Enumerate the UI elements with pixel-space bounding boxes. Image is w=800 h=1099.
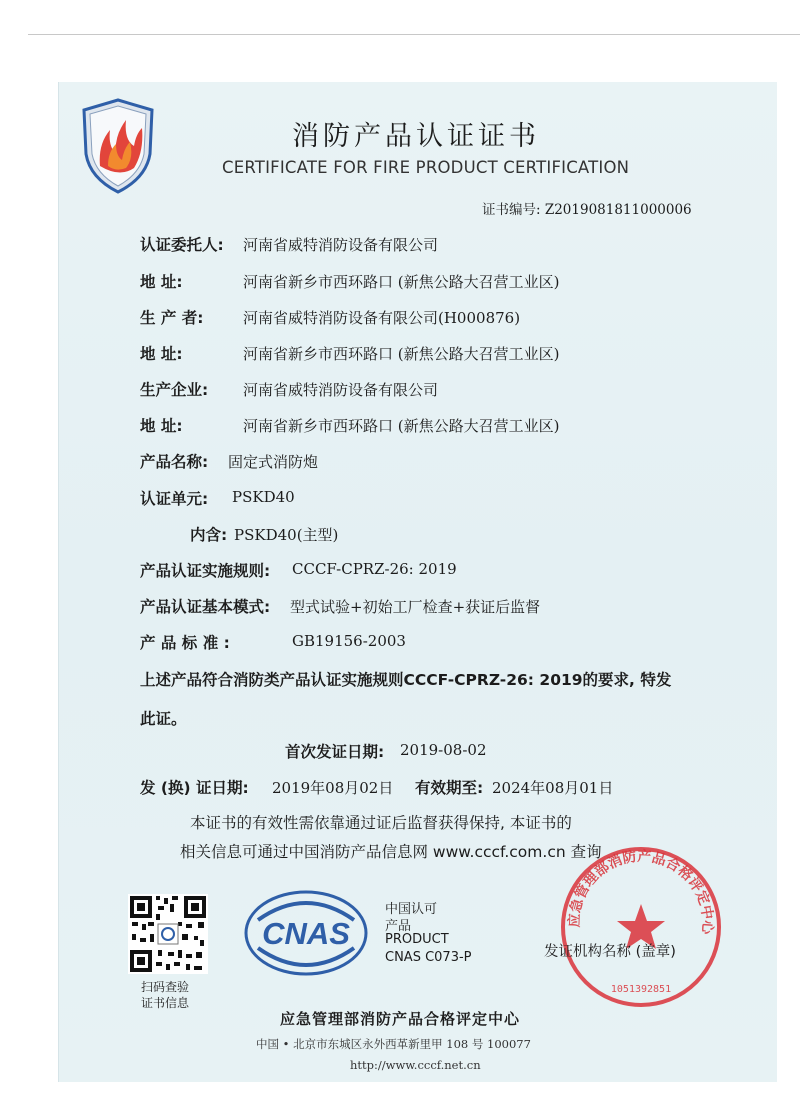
official-seal xyxy=(556,842,726,1012)
cnas-logo-text: CNAS xyxy=(262,916,350,951)
address2-label: 地 址: xyxy=(140,345,183,363)
cnas-line-1: 中国认可 xyxy=(385,902,438,917)
qr-caption-2: 证书信息 xyxy=(141,996,190,1010)
first-issue-label: 首次发证日期: xyxy=(285,743,385,761)
page-top-rule xyxy=(28,34,800,35)
contains-label: 内含: xyxy=(190,526,228,544)
cert-unit-label: 认证单元: xyxy=(140,490,209,508)
mode-label: 产品认证基本模式: xyxy=(140,598,271,616)
issue-date-value: 2019年08月02日 xyxy=(272,779,394,797)
address1-label: 地 址: xyxy=(140,273,183,291)
producer-label: 生 产 者: xyxy=(140,309,204,327)
standard-value: GB19156-2003 xyxy=(292,632,406,650)
factory-label: 生产企业: xyxy=(140,381,209,399)
mode-value: 型式试验+初始工厂检查+获证后监督 xyxy=(290,598,541,616)
seal-text: 应急管理部消防产品合格评定中心 xyxy=(566,848,716,935)
address1-value: 河南省新乡市西环路口 (新焦公路大召营工业区) xyxy=(243,273,560,291)
cnas-line-3: PRODUCT xyxy=(385,932,449,947)
footer-url[interactable]: http://www.cccf.net.cn xyxy=(350,1058,481,1072)
product-name-value: 固定式消防炮 xyxy=(228,453,319,471)
client-value: 河南省威特消防设备有限公司 xyxy=(243,236,439,254)
qr-code[interactable] xyxy=(128,894,208,974)
issue-date-label: 发 (换) 证日期: xyxy=(140,779,249,797)
certificate-title-en: CERTIFICATE FOR FIRE PRODUCT CERTIFICATION xyxy=(222,158,630,177)
footer-organization: 应急管理部消防产品合格评定中心 xyxy=(280,1010,521,1028)
address3-label: 地 址: xyxy=(140,417,183,435)
client-label: 认证委托人: xyxy=(140,236,224,254)
fire-emblem-logo xyxy=(80,96,156,196)
seal-number: 1051392851 xyxy=(610,984,672,995)
contains-value: PSKD40(主型) xyxy=(234,526,339,544)
certificate-number: 证书编号: Z2019081811000006 xyxy=(482,202,692,218)
address2-value: 河南省新乡市西环路口 (新焦公路大召营工业区) xyxy=(243,345,560,363)
standard-label: 产 品 标 准 : xyxy=(140,634,230,652)
producer-value: 河南省威特消防设备有限公司(H000876) xyxy=(243,309,521,327)
cnas-line-2: 产品 xyxy=(385,919,412,934)
valid-until-label: 有效期至: xyxy=(415,779,484,797)
rule-value: CCCF-CPRZ-26: 2019 xyxy=(292,560,457,578)
cnas-logo xyxy=(244,890,368,976)
address3-value: 河南省新乡市西环路口 (新焦公路大召营工业区) xyxy=(243,417,560,435)
cert-unit-value: PSKD40 xyxy=(232,488,295,506)
rule-label: 产品认证实施规则: xyxy=(140,562,271,580)
factory-value: 河南省威特消防设备有限公司 xyxy=(243,381,439,399)
certificate-title-cn: 消防产品认证证书 xyxy=(292,121,540,152)
first-issue-value: 2019-08-02 xyxy=(400,741,487,759)
product-name-label: 产品名称: xyxy=(140,453,209,471)
qr-caption-1: 扫码查验 xyxy=(141,980,190,994)
cnas-line-4: CNAS C073-P xyxy=(385,950,472,965)
statement-line-2: 此证。 xyxy=(140,710,187,728)
footer-address: 中国 • 北京市东城区永外西革新里甲 108 号 100077 xyxy=(256,1037,531,1051)
valid-until-value: 2024年08月01日 xyxy=(492,779,614,797)
issuer-label: 发证机构名称 (盖章) xyxy=(544,944,676,960)
statement-line-1: 上述产品符合消防类产品认证实施规则CCCF-CPRZ-26: 2019的要求, 特发 xyxy=(140,671,672,689)
notice-line-1: 本证书的有效性需依靠通过证后监督获得保持, 本证书的 xyxy=(190,814,572,832)
notice-line-2: 相关信息可通过中国消防产品信息网 www.cccf.com.cn 查询 xyxy=(180,843,602,861)
